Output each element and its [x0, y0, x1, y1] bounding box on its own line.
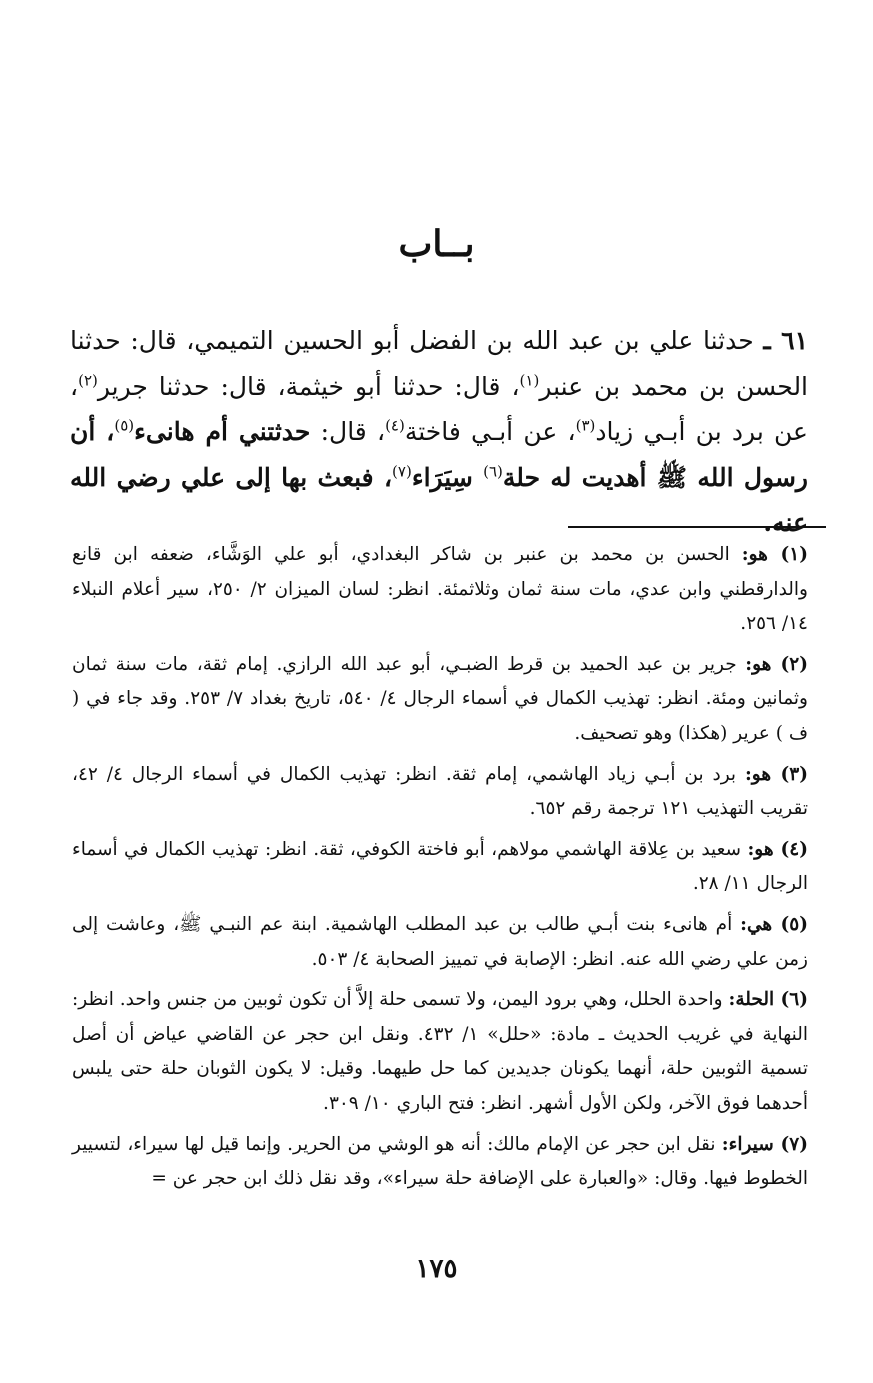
footnote-ref-7: (٧): [392, 462, 412, 481]
footnote-ref-2: (٢): [78, 371, 98, 390]
isnad-text: ، عن برد بن أبـي زياد: [70, 371, 808, 446]
footnote-text: جرير بن عبد الحميد بن قرط الضبـي، أبو عبد الله الرازي. إمام ثقة، مات سنة ثمان وثمانين ومئة. انظر: تهذيب الكمال في أسماء الرجال ٤/ ٥٤٠، تاريخ بغداد ٧/ ٢٥٣. وقد جاء في ( ف ) عرير (هكذا) وهو تصحيف.: [72, 653, 808, 744]
matn-text: ، فبعث بها إلى علي رضي الله عنه.: [70, 462, 808, 537]
footnote-text: برد بن أبـي زياد الهاشمي، إمام ثقة. انظر: تهذيب الكمال في أسماء الرجال ٤/ ٤٢، تقريب التهذيب ١٢١ ترجمة رقم ٦٥٢.: [72, 763, 808, 820]
footnote-ref-6: (٦): [483, 462, 503, 481]
footnote-3: [72, 758, 808, 827]
footnote-label: (٢) هو:: [745, 653, 808, 675]
isnad-text: ، قال: حدثنا أبو خيثمة، قال: حدثنا جرير: [97, 371, 520, 401]
footnote-ref-3: (٣): [575, 416, 596, 435]
hadith-paragraph: [70, 318, 808, 546]
footnote-label: (٤) هو:: [747, 838, 808, 860]
isnad-text: ، عن أبـي فاختة: [404, 417, 576, 446]
hadith-text: [70, 318, 808, 546]
footnote-label: (٧) سيراء:: [721, 1133, 808, 1155]
hadith-number: ٦١ ـ: [763, 326, 808, 355]
footnote-6: [72, 983, 808, 1121]
footnote-ref-1: (١): [519, 371, 540, 390]
chapter-heading: بــاب: [398, 223, 475, 265]
matn-text: ، أن رسول الله ﷺ أهديت له حلة: [70, 417, 808, 492]
footnote-text: سعيد بن عِلاقة الهاشمي مولاهم، أبو فاختة الكوفي، ثقة. انظر: تهذيب الكمال في أسماء الرجال ١١/ ٢٨.: [72, 838, 808, 895]
footnote-label: (٦) الحلة:: [728, 989, 808, 1011]
footnote-ref-4: (٤): [385, 416, 405, 435]
footnote-text: أم هانىء بنت أبـي طالب بن عبد المطلب الهاشمية. ابنة عم النبـي ﷺ، وعاشت إلى زمن علي رضي الله عنه. انظر: الإصابة في تمييز الصحابة ٤/ ٥٠٣.: [72, 913, 808, 970]
isnad-text: ، قال:: [310, 417, 386, 446]
footnote-separator: [568, 526, 826, 528]
matn-text: سِيَرَاء: [411, 462, 484, 492]
footnote-7: [72, 1128, 808, 1197]
footnotes: [72, 538, 808, 1203]
footnote-text: نقل ابن حجر عن الإمام مالك: أنه هو الوشي من الحرير. وإنما قيل لها سيراء، لتسيير الخطوط فيها. وقال: «والعبارة على الإضافة حلة سيراء»، وقد نقل ذلك ابن حجر عن =: [72, 1133, 808, 1190]
footnote-5: [72, 908, 808, 977]
footnote-2: [72, 648, 808, 752]
isnad-text: حدثنا علي بن عبد الله بن الفضل أبو الحسين التميمي، قال: حدثنا الحسن بن محمد بن عنبر: [70, 326, 809, 401]
footnote-label: (٣) هو:: [744, 763, 808, 785]
footnote-1: [72, 538, 808, 642]
footnote-ref-5: (٥): [114, 416, 135, 435]
footnote-4: [72, 833, 808, 902]
matn-text: حدثتني أم هانىء: [134, 417, 311, 446]
page-number: ١٧٥: [415, 1254, 458, 1284]
footnote-text: واحدة الحلل، وهي برود اليمن، ولا تسمى حلة إلاَّ أن تكون ثوبين من جنس واحد. انظر: النهاية في غريب الحديث ـ مادة: «حلل» ١/ ٤٣٢. ونقل ابن حجر عن القاضي عياض أن أصل تسمية الثوبين حلة، أنهما يكونان جديدين كما حل طيهما. وقيل: لا يكون الثوبان حلة حتى يلبس أحدهما فوق الآخر، ولكن الأول أشهر. انظر: فتح الباري ١٠/ ٣٠٩.: [72, 989, 808, 1114]
footnote-label: (٥) هي:: [740, 913, 808, 935]
footnote-text: الحسن بن محمد بن عنبر بن شاكر البغدادي، أبو علي الوَشَّاء، ضعفه ابن قانع والدارقطني وابن عدي، مات سنة ثمان وثلاثمئة. انظر: لسان الميزان ٢/ ٢٥٠، سير أعلام النبلاء ١٤/ ٢٥٦.: [72, 544, 808, 635]
footnote-label: (١) هو:: [741, 544, 808, 565]
